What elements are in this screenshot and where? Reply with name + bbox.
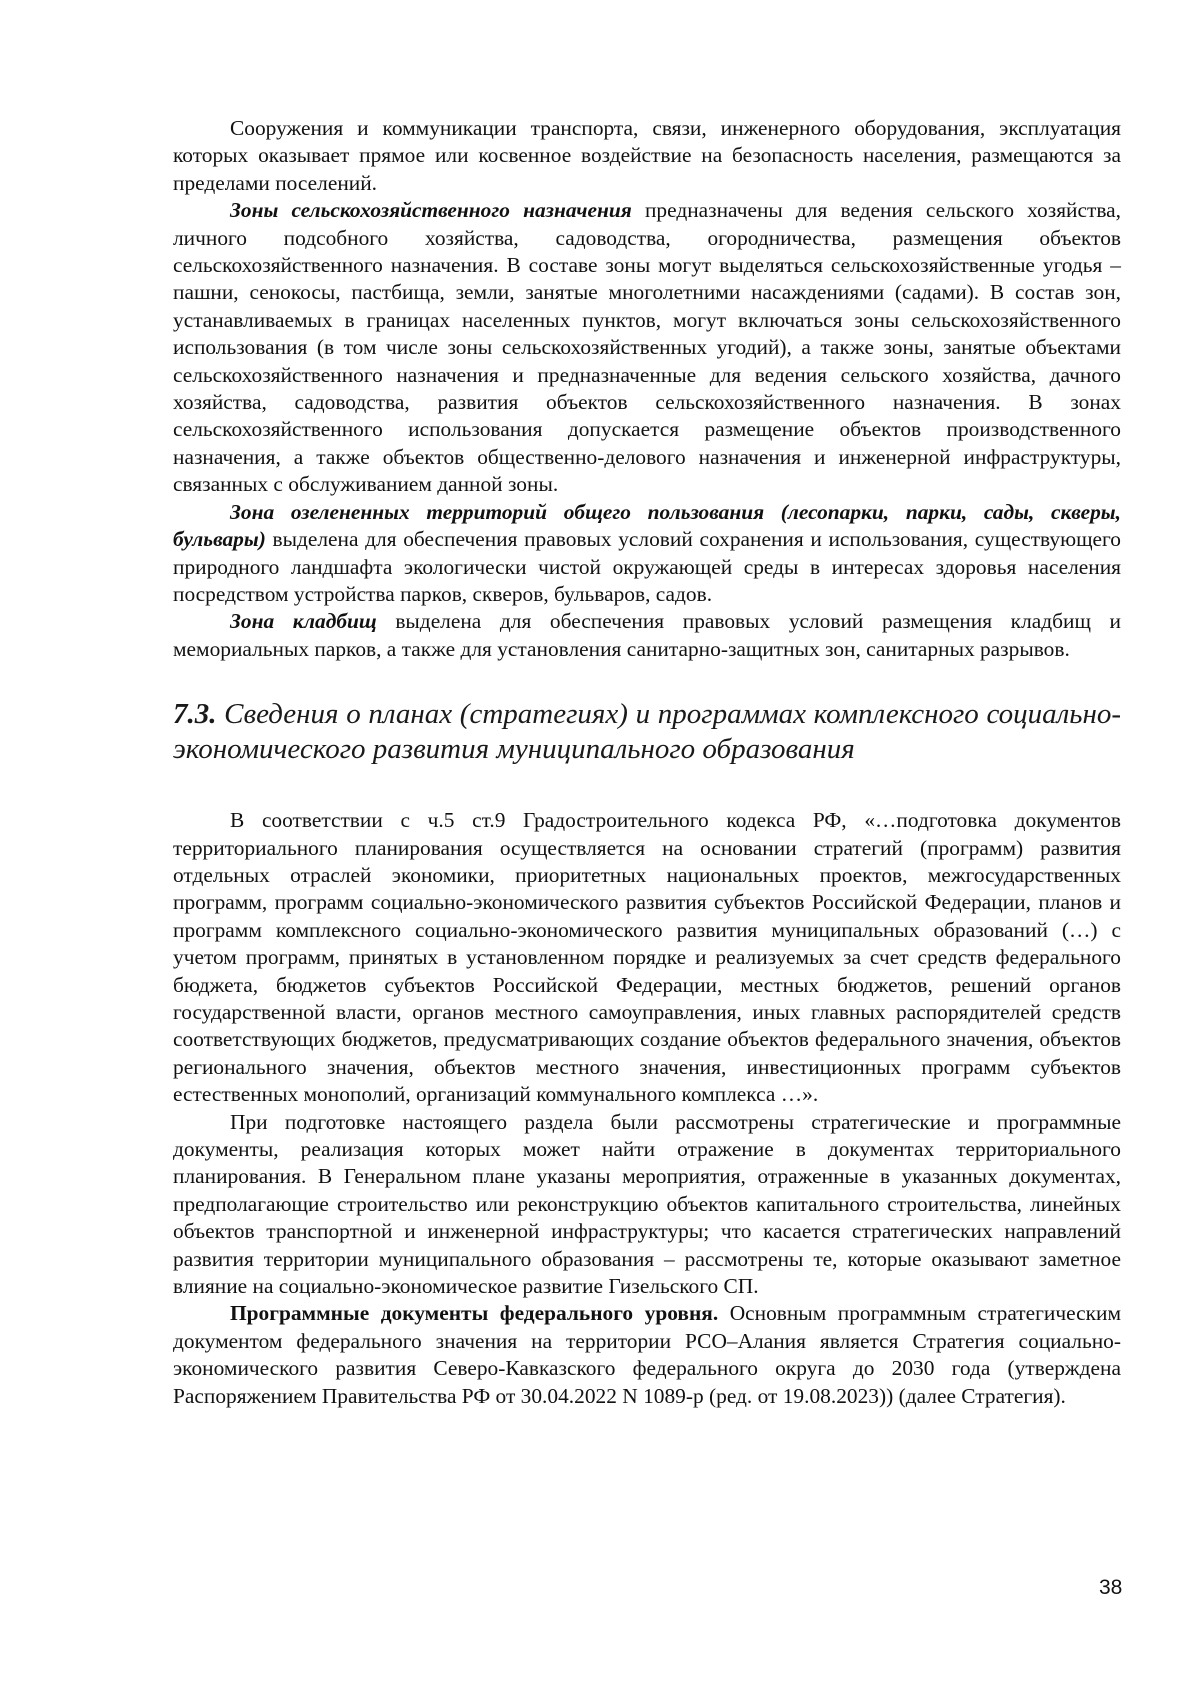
paragraph-green-zones [173,499,1121,609]
paragraph-text: При подготовке настоящего раздела были рассмотрены стратегические и программные документы, реализация которых может найти отражение в документах территориального планирования. В Генеральном плане указаны мероприятия, отраженные в указанных документах, предполагающие строительство или реконструкцию объектов капитального строительства, линейных объектов транспортной и инженерной инфраструктуры; что касается стратегических направлений развития территории муниципального образования – рассмотрены те, которые оказывают заметное влияние на социально-экономическое развитие Гизельского СП. [173,1109,1121,1299]
page-number: 38 [1099,1576,1123,1599]
paragraph-federal-documents [173,1300,1121,1410]
paragraph-text: выделена для обеспечения правовых условий сохранения и использования, существующего природного ландшафта экологически чистой окружающей среды в интересах здоровья населения посредством устройства парков, скверов, бульваров, садов. [173,527,1121,606]
paragraph-lead: Зоны сельскохозяйственного назначения [230,198,632,223]
paragraph-text: предназначены для ведения сельского хозяйства, личного подсобного хозяйства, садоводства, огородничества, размещения объектов сельскохозяйственного назначения. В составе зоны могут выделяться сельскохозяйственные угодья – пашни, сенокосы, пастбища, земли, занятые многолетними насаждениями (садами). В состав зон, устанавливаемых в границах населенных пунктов, могут включаться зоны сельскохозяйственного использования (в том числе зоны сельскохозяйственных угодий), а также зоны, занятые объектами сельскохозяйственного назначения и предназначенные для ведения сельского хозяйства, дачного хозяйства, садоводства, развития объектов сельскохозяйственного назначения. В зонах сельскохозяйственного использования допускается размещение объектов производственного назначения, а также объектов общественно-делового назначения и инженерной инфраструктуры, связанных с обслуживанием данной зоны. [173,198,1121,497]
section-title: Сведения о планах (стратегиях) и программах комплексного социально-экономического развития муниципального образования [173,698,1121,766]
paragraph-structures [173,115,1121,197]
paragraph-agricultural-zones [173,197,1121,498]
paragraph-text: Основным программным стратегическим документом федерального значения на территории РСО–Алания является Стратегия социально-экономического развития Северо-Кавказского федерального округа до 2030 года (утверждена Распоряжением Правительства РФ от 30.04.2022 N 1089-р (ред. от 19.08.2023)) (далее Стратегия). [173,1301,1121,1408]
paragraph-text: В соответствии с ч.5 ст.9 Градостроительного кодекса РФ, «…подготовка документов территориального планирования осуществляется на основании стратегий (программ) развития отдельных отраслей экономики, приоритетных национальных проектов, межгосударственных программ, программ социально-экономического развития субъектов Российской Федерации, планов и программ комплексного социально-экономического развития муниципальных образований (…) с учетом программ, принятых в установленном порядке и реализуемых за счет средств федерального бюджета, бюджетов субъектов Российской Федерации, местных бюджетов, решений органов государственной власти, органов местного самоуправления, иных главных распорядителей средств соответствующих бюджетов, предусматривающих создание объектов федерального значения, объектов регионального значения, объектов местного значения, инвестиционных программ субъектов естественных монополий, организаций коммунального комплекса …». [173,808,1121,1107]
paragraph-text: выделена для обеспечения правовых условий размещения кладбищ и мемориальных парков, а также для установления санитарно-защитных зон, санитарных разрывов. [173,609,1121,661]
paragraph-lead: Зона кладбищ [230,609,377,634]
paragraph-town-planning-code [173,807,1121,1108]
section-heading [173,697,1121,767]
section-number: 7.3. [173,698,217,731]
document-page [173,115,1121,1410]
paragraph-lead: Программные документы федерального уровня. [230,1301,719,1326]
paragraph-text: Сооружения и коммуникации транспорта, связи, инженерного оборудования, эксплуатация которых оказывает прямое или косвенное воздействие на безопасность населения, размещаются за пределами поселений. [173,116,1121,195]
paragraph-preparation [173,1109,1121,1301]
paragraph-lead: Зона озелененных территорий общего пользования (лесопарки, парки, сады, скверы, бульвары) [173,499,1121,552]
paragraph-cemetery-zones [173,608,1121,663]
